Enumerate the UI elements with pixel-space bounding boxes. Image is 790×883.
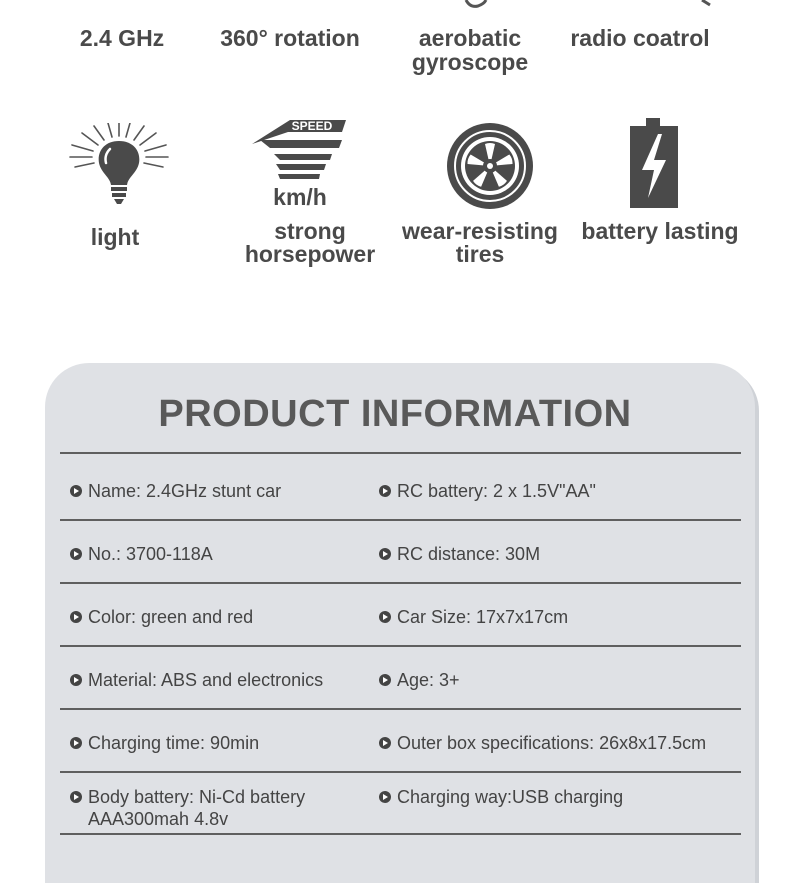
divider: [60, 708, 741, 710]
bullet-icon: [69, 790, 83, 804]
feature-label-2-4ghz: 2.4 GHz: [79, 25, 165, 51]
spec-age: [378, 670, 460, 690]
spec-color: [69, 607, 253, 627]
divider: [60, 645, 741, 647]
speedometer-icon: [250, 118, 350, 210]
bullet-icon: [378, 736, 392, 750]
feature-label-rotation: 360° rotation: [220, 25, 360, 51]
spec-text: Outer box specifications: 26x8x17.5cm: [397, 733, 707, 753]
feature-label-tires-line1: wear-resisting: [402, 218, 558, 244]
divider: [60, 582, 741, 584]
battery-icon: [628, 118, 680, 210]
bullet-icon: [69, 736, 83, 750]
spec-rc-battery: [378, 481, 596, 501]
divider: [60, 452, 741, 454]
spec-text: Body battery: Ni-Cd battery: [88, 787, 306, 807]
divider: [60, 519, 741, 521]
bullet-icon: [378, 610, 392, 624]
spec-rc-distance: [378, 544, 540, 564]
kmh-text: km/h: [273, 184, 327, 210]
spec-text: Color: green and red: [88, 607, 254, 627]
spec-number: [69, 544, 213, 564]
spec-text: Name: 2.4GHz stunt car: [88, 481, 282, 501]
spec-text: Age: 3+: [397, 670, 460, 690]
product-info-title: PRODUCT INFORMATION: [158, 393, 632, 435]
spec-car-size: [378, 607, 568, 627]
spec-text: Charging way:USB charging: [397, 787, 624, 807]
divider: [60, 833, 741, 835]
spec-text: RC battery: 2 x 1.5V"AA": [397, 481, 596, 501]
spec-text: RC distance: 30M: [397, 544, 541, 564]
radio-icon-partial: [700, 0, 720, 8]
feature-label-gyroscope-line2: gyroscope: [411, 49, 529, 75]
spec-outer-box: [378, 733, 706, 753]
feature-label-gyroscope-line1: aerobatic: [418, 25, 522, 51]
feature-label-light: light: [90, 224, 140, 250]
spec-charging-time: [69, 733, 259, 753]
divider: [60, 771, 741, 773]
speed-text: SPEED: [291, 119, 333, 133]
spec-text: No.: 3700-118A: [88, 544, 213, 564]
feature-label-horsepower-line2: horsepower: [244, 241, 376, 267]
feature-label-battery: battery lasting: [581, 218, 739, 244]
feature-label-tires-line2: tires: [455, 241, 505, 267]
spec-material: [69, 670, 323, 690]
spec-body-battery: [69, 787, 305, 807]
gyroscope-icon-partial: [462, 0, 492, 10]
bullet-icon: [69, 673, 83, 687]
feature-label-radio-control: radio coatrol: [570, 25, 710, 51]
spec-text: AAA300mah 4.8v: [88, 809, 229, 829]
bullet-icon: [378, 484, 392, 498]
spec-charging-way: [378, 787, 623, 807]
bullet-icon: [69, 610, 83, 624]
feature-label-horsepower-line1: strong: [274, 218, 346, 244]
spec-text: Material: ABS and electronics: [88, 670, 324, 690]
bullet-icon: [378, 547, 392, 561]
spec-text: Charging time: 90min: [88, 733, 260, 753]
spec-name: [69, 481, 281, 501]
spec-text: Car Size: 17x7x17cm: [397, 607, 569, 627]
bullet-icon: [378, 790, 392, 804]
bullet-icon: [378, 673, 392, 687]
light-bulb-icon: [68, 123, 170, 205]
bullet-icon: [69, 547, 83, 561]
spec-body-battery-line2: [88, 809, 228, 829]
bullet-icon: [69, 484, 83, 498]
tire-icon: [444, 120, 536, 212]
